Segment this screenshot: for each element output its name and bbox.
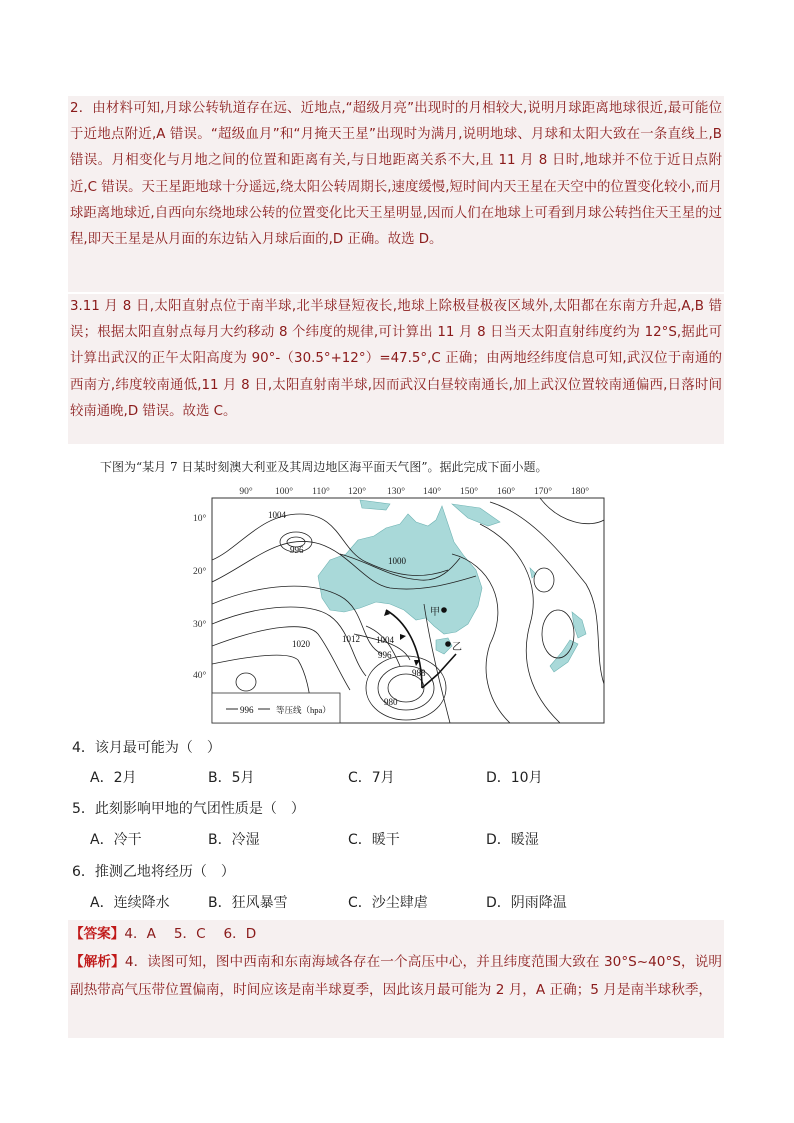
- q6-option-c: C．沙尘肆虐: [348, 895, 428, 911]
- legend-value: 996: [240, 705, 254, 715]
- explanation-q3: [68, 294, 724, 444]
- analysis-text: 4．读图可知，图中西南和东南海域各存在一个高压中心，并且纬度范围大致在 30°S~40°S，说明副热带高气压带位置偏南，时间应该是南半球夏季，因此该月最可能为 2 月，A 正确；5 月是南半球秋季，: [70, 954, 722, 998]
- lon-label: 110°: [312, 487, 330, 497]
- answer-text: 4．A 5．C 6．D: [124, 926, 257, 942]
- figure-intro: 下图为“某月 7 日某时刻澳大利亚及其周边地区海平面天气图”。据此完成下面小题。: [100, 460, 548, 474]
- q5-option-b: B．冷湿: [208, 832, 260, 848]
- lat-label: 40°: [193, 671, 207, 681]
- lon-label: 120°: [347, 487, 367, 497]
- lon-label: 140°: [422, 487, 442, 497]
- explanation-q2-text: 2．由材料可知,月球公转轨道存在远、近地点,“超级月亮”出现时的月相较大,说明月球距离地球很近,最可能位于近地点附近,A 错误。“超级血月”和“月掩天王星”出现时为满月,说明地球、月球和太阳大致在一条直线上,B 错误。月相变化与月地之间的位置和距离有关,与日地距离关系不大,且 11 月 8 日时,地球并不位于近日点附近,C 错误。天王星距地球十分遥远,绕太阳公转周期长,速度缓慢,短时间内天王星在天空中的位置变化较小,而月球距离地球近,自西向东绕地球公转的位置变化比天王星明显,因而人们在地球上可看到月球公转挡住天王星的过程,即天王星是从月面的东边钻入月球后面的,D 正确。故选 D。: [70, 101, 722, 248]
- answer-block: [68, 920, 724, 1038]
- weather-map: [190, 484, 610, 726]
- q5-option-d: D．暖湿: [486, 832, 539, 848]
- q5-option-a: A．冷干: [90, 832, 142, 848]
- q4-option-b: B．5月: [208, 770, 255, 786]
- q6-option-a: A．连续降水: [90, 895, 170, 911]
- isobar-label: 1004: [376, 635, 394, 645]
- isobar-label: 1012: [342, 634, 360, 644]
- lat-label: 10°: [193, 514, 207, 524]
- legend-text: 等压线（hpa）: [276, 705, 331, 715]
- lon-label: 160°: [496, 487, 516, 497]
- explanation-q3-text: 3.11 月 8 日,太阳直射点位于南半球,北半球昼短夜长,地球上除极昼极夜区域外,太阳都在东南方升起,A,B 错误；根据太阳直射点每月大约移动 8 个纬度的规律,可计算出 11 月 8 日当天太阳直射纬度约为 12°S,据此可计算出武汉的正午太阳高度为 90°-（30.5°+12°）=47.5°,C 正确；由两地经纬度信息可知,武汉位于南通的西南方,纬度较南通低,11 月 8 日,太阳直射南半球,因而武汉白昼较南通长,加上武汉位置较南通偏西,日落时间较南通晚,D 错误。故选 C。: [70, 299, 722, 419]
- q6-option-d: D．阴雨降温: [486, 895, 567, 911]
- lat-label: 20°: [193, 567, 207, 577]
- lon-label: 180°: [570, 487, 590, 497]
- question-5: 5．此刻影响甲地的气团性质是（ ）: [72, 801, 305, 817]
- analysis-line: [68, 948, 724, 1004]
- q5-option-c: C．暖干: [348, 832, 400, 848]
- isobar-label: 980: [384, 697, 398, 707]
- answer-tag: 【答案】: [70, 926, 125, 942]
- lon-label: 90°: [239, 487, 253, 497]
- lon-label: 130°: [386, 487, 406, 497]
- place-jia-dot: [441, 607, 447, 613]
- place-yi-dot: [445, 641, 451, 647]
- q4-option-c: C．7月: [348, 770, 395, 786]
- isobar-label: 988: [412, 668, 426, 678]
- answer-line: [68, 920, 724, 948]
- isobar-label: 996: [378, 650, 392, 660]
- isobar-label: 1000: [388, 556, 406, 566]
- analysis-tag: 【解析】: [70, 954, 125, 970]
- question-4: 4．该月最可能为（ ）: [72, 740, 221, 756]
- lon-label: 170°: [533, 487, 553, 497]
- explanation-q2: [68, 96, 724, 292]
- question-6: 6．推测乙地将经历（ ）: [72, 864, 235, 880]
- q4-option-d: D．10月: [486, 770, 543, 786]
- q6-option-b: B．狂风暴雪: [208, 895, 288, 911]
- isobar-label: 1020: [292, 639, 310, 649]
- lon-label: 150°: [459, 487, 479, 497]
- lon-label: 100°: [274, 487, 294, 497]
- isobar-label: 1004: [268, 510, 286, 520]
- lat-label: 30°: [193, 620, 207, 630]
- place-label-jia: 甲: [430, 607, 440, 618]
- isobar-label: 996: [290, 545, 304, 555]
- place-label-yi: 乙: [452, 642, 462, 653]
- q4-option-a: A．2月: [90, 770, 137, 786]
